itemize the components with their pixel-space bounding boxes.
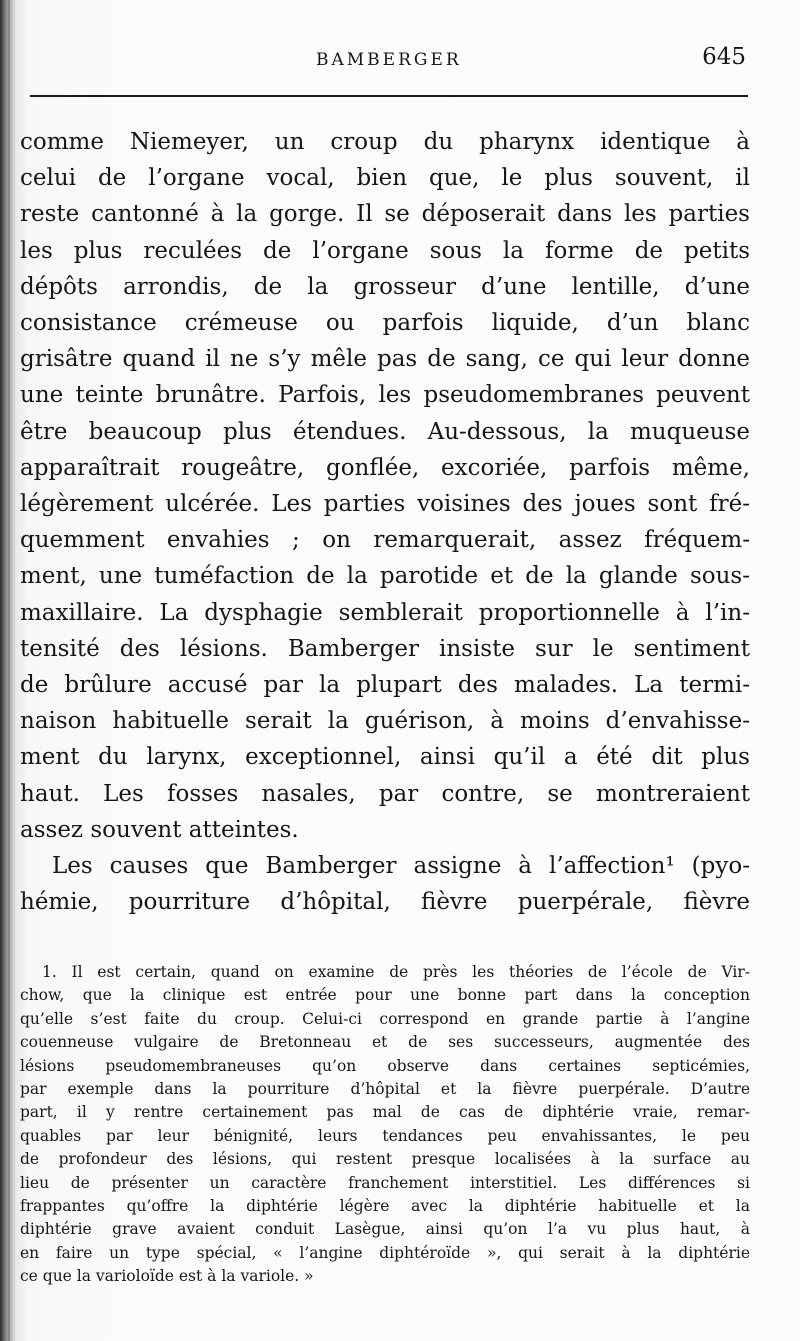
body-line: grisâtre quand il ne s’y mêle pas de sang, ce qui leur donne (20, 346, 750, 373)
footnote-block (20, 961, 750, 1289)
body-line: assez souvent atteintes. (20, 816, 299, 843)
footnote-line: lieu de présenter un caractère franchement interstitiel. Les différences si (20, 1173, 750, 1192)
body-line: haut. Les fosses nasales, par contre, se montreraient (20, 780, 750, 807)
footnote-line: lésions pseudomembraneuses qu’on observe dans certaines septicémies, (20, 1056, 750, 1075)
body-line: apparaîtrait rougeâtre, gonflée, excoriée, parfois même, (20, 454, 750, 481)
footnote-line: en faire un type spécial, « l’angine diphtéroïde », qui serait à la diphtérie (20, 1243, 750, 1262)
body-line: légèrement ulcérée. Les parties voisines des joues sont fré- (20, 491, 750, 518)
body-line: Les causes que Bamberger assigne à l’affection¹ (pyo- (52, 853, 750, 880)
body-line: quemment envahies ; on remarquerait, assez fréquem- (20, 527, 750, 554)
body-line: consistance crémeuse ou parfois liquide, d’un blanc (20, 310, 750, 337)
body-line: les plus reculées de l’organe sous la forme de petits (20, 237, 750, 264)
footnote-line: frappantes qu’offre la diphtérie légère avec la diphtérie habituelle et la (20, 1197, 750, 1216)
body-line: comme Niemeyer, un croup du pharynx identique à (20, 129, 750, 155)
header-rule (30, 95, 748, 97)
body-line: ment, une tuméfaction de la parotide et de la glande sous- (20, 563, 750, 590)
body-line: ment du larynx, exceptionnel, ainsi qu’il a été dit plus (20, 744, 750, 771)
body-line: maxillaire. La dysphagie semblerait proportionnelle à l’in- (20, 599, 750, 626)
footnote-line: 1. Il est certain, quand on examine de près les théories de l’école de Vir- (42, 963, 750, 981)
footnote-line: qu’elle s’est faite du croup. Celui-ci correspond en grande partie à l’angine (20, 1009, 750, 1028)
body-line: une teinte brunâtre. Parfois, les pseudomembranes peuvent (20, 382, 750, 409)
body-line: hémie, pourriture d’hôpital, fièvre puerpérale, fièvre (20, 889, 750, 916)
body-line: celui de l’organe vocal, bien que, le plus souvent, il (20, 165, 750, 192)
body-text (20, 124, 750, 920)
footnote-line: de profondeur des lésions, qui restent presque localisées à la surface au (20, 1150, 750, 1169)
footnote-line: diphtérie grave avaient conduit Lasègue, ainsi qu’on l’a vu plus haut, à (20, 1220, 750, 1239)
footnote-line: quables par leur bénignité, leurs tendances peu envahissantes, le peu (20, 1126, 750, 1145)
footnote-line: couenneuse vulgaire de Bretonneau et de ses successeurs, augmentée des (20, 1033, 750, 1052)
footnote-line: ce que la varioloïde est à la variole. » (20, 1267, 314, 1286)
footnote-line: chow, que la clinique est entrée pour une bonne part dans la conception (20, 986, 750, 1005)
body-line: de brûlure accusé par la plupart des malades. La termi- (20, 672, 750, 699)
body-line: dépôts arrondis, de la grosseur d’une lentille, d’une (20, 273, 750, 300)
body-line: naison habituelle serait la guérison, à moins d’envahisse- (20, 708, 750, 735)
body-line: être beaucoup plus étendues. Au-dessous, la muqueuse (20, 418, 750, 445)
body-line: reste cantonné à la gorge. Il se déposerait dans les parties (20, 201, 750, 228)
running-head: BAMBERGER (316, 50, 462, 70)
binding-gutter (8, 0, 10, 1341)
footnote-line: par exemple dans la pourriture d’hôpital et la fièvre puerpérale. D’autre (20, 1080, 750, 1099)
page-header (30, 40, 750, 80)
page-number: 645 (702, 44, 746, 70)
body-line: tensité des lésions. Bamberger insiste sur le sentiment (20, 635, 750, 662)
footnote-line: part, il y rentre certainement pas mal de cas de diphtérie vraie, remar- (20, 1103, 750, 1122)
